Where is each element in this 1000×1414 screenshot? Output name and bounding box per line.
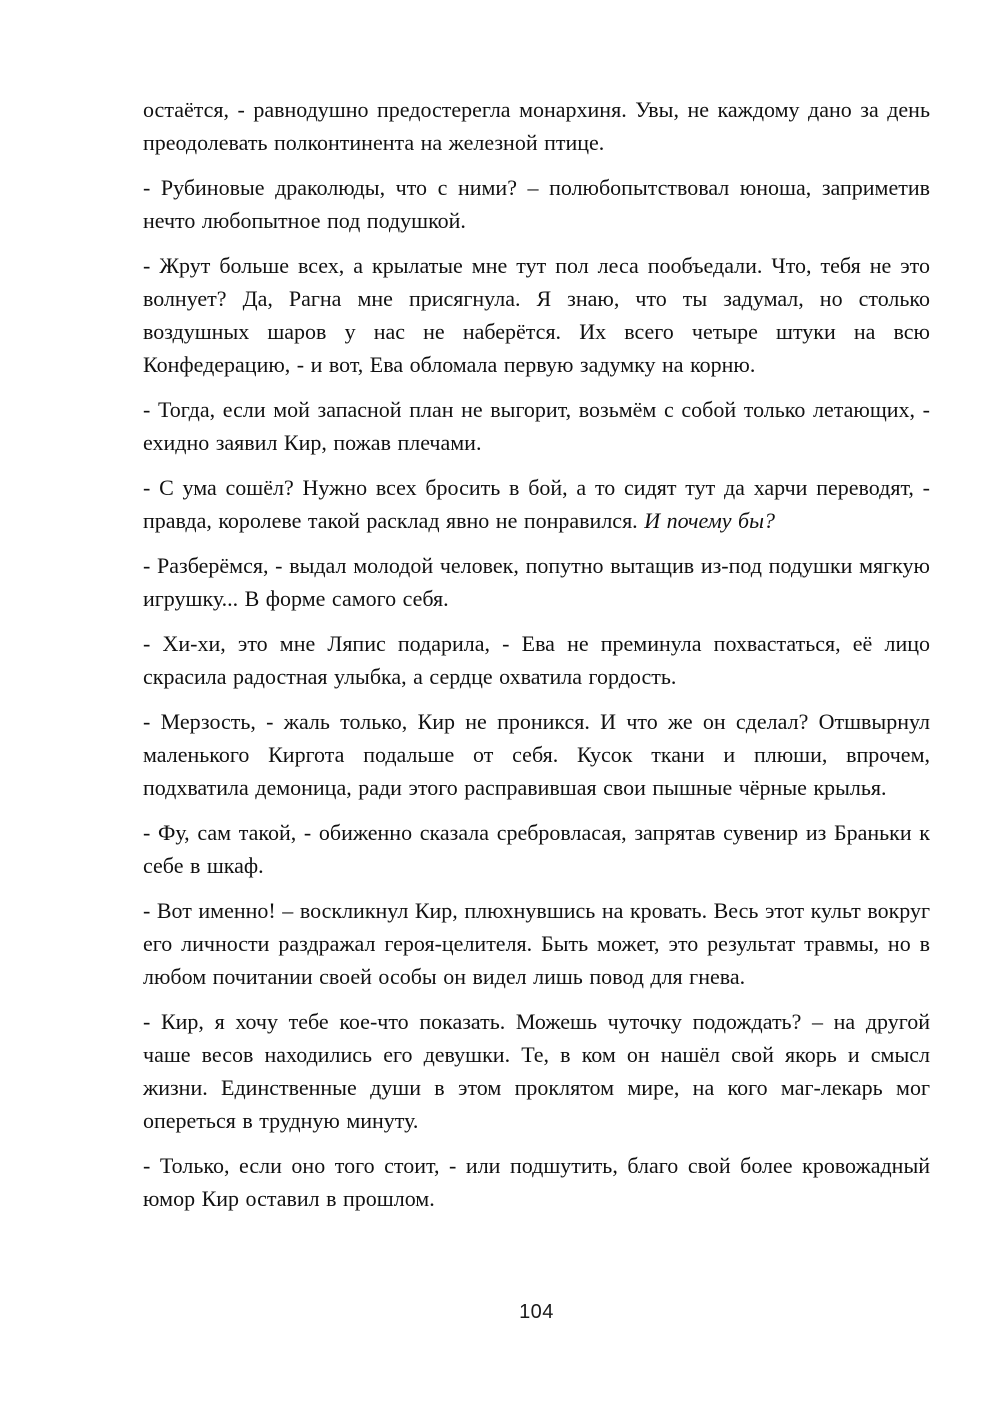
text-run: - Фу, сам такой, - обиженно сказала сребровласая, запрятав сувенир из Браньки к себе в шкаф. xyxy=(143,820,930,878)
text-run: - С ума сошёл? Нужно всех бросить в бой, а то сидят тут да харчи переводят, - правда, королеве такой расклад явно не понравился. xyxy=(143,475,930,533)
paragraph xyxy=(143,816,930,882)
page-footer xyxy=(143,1301,930,1324)
page-body xyxy=(143,93,930,1227)
text-run: - Мерзость, - жаль только, Кир не проникся. И что же он сделал? Отшвырнул маленького Киргота подальше от себя. Кусок ткани и плюши, впрочем, подхватила демоница, ради этого расправившая свои пышные чёрные крылья. xyxy=(143,709,930,800)
paragraph xyxy=(143,1005,930,1137)
text-run: - Разберёмся, - выдал молодой человек, попутно вытащив из-под подушки мягкую игрушку... В форме самого себя. xyxy=(143,553,930,611)
text-run: - Рубиновые драколюды, что с ними? – полюбопытствовал юноша, заприметив нечто любопытное под подушкой. xyxy=(143,175,930,233)
paragraph xyxy=(143,393,930,459)
text-run: - Хи-хи, это мне Ляпис подарила, - Ева не преминула похвастаться, её лицо скрасила радостная улыбка, а сердце охватила гордость. xyxy=(143,631,930,689)
paragraph xyxy=(143,894,930,993)
paragraph xyxy=(143,1149,930,1215)
paragraph xyxy=(143,549,930,615)
paragraph xyxy=(143,93,930,159)
page-number: 104 xyxy=(519,1301,554,1323)
paragraph xyxy=(143,171,930,237)
text-run: - Кир, я хочу тебе кое-что показать. Можешь чуточку подождать? – на другой чаше весов находились его девушки. Те, в ком он нашёл свой якорь и смысл жизни. Единственные души в этом проклятом мире, на кого маг-лекарь мог опереться в трудную минуту. xyxy=(143,1009,930,1133)
text-run: - Жрут больше всех, а крылатые мне тут пол леса пообъедали. Что, тебя не это волнует? Да, Рагна мне присягнула. Я знаю, что ты задумал, но столько воздушных шаров у нас не наберётся. Их всего четыре штуки на всю Конфедерацию, - и вот, Ева обломала первую задумку на корню. xyxy=(143,253,930,377)
paragraph xyxy=(143,705,930,804)
text-run: - Тогда, если мой запасной план не выгорит, возьмём с собой только летающих, - ехидно заявил Кир, пожав плечами. xyxy=(143,397,930,455)
paragraph xyxy=(143,471,930,537)
paragraph xyxy=(143,627,930,693)
text-run: остаётся, - равнодушно предостерегла монархиня. Увы, не каждому дано за день преодолевать полконтинента на железной птице. xyxy=(143,97,930,155)
text-run: - Вот именно! – воскликнул Кир, плюхнувшись на кровать. Весь этот культ вокруг его личности раздражал героя-целителя. Быть может, это результат травмы, но в любом почитании своей особы он видел лишь повод для гнева. xyxy=(143,898,930,989)
italic-text-run: И почему бы? xyxy=(644,508,775,533)
text-run: - Только, если оно того стоит, - или подшутить, благо свой более кровожадный юмор Кир оставил в прошлом. xyxy=(143,1153,930,1211)
paragraph xyxy=(143,249,930,381)
